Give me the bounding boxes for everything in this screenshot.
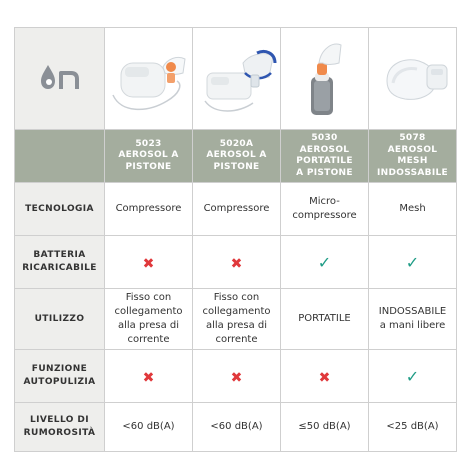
table-cell: Micro- compressore (281, 183, 369, 236)
table-cell: <25 dB(A) (369, 403, 457, 452)
product-header-row (15, 130, 457, 183)
product-image-5023 (105, 28, 193, 130)
product-name: AEROSOL A PISTONE (206, 150, 267, 172)
brand-logo-cell (15, 28, 105, 130)
product-code: 5020A (219, 138, 254, 149)
table-cell (193, 236, 281, 289)
product-code: 5023 (135, 138, 162, 149)
product-name: AEROSOL A PISTONE (118, 150, 179, 172)
table-cell: Compressore (193, 183, 281, 236)
product-image-5030 (281, 28, 369, 130)
table-row-technology (15, 183, 457, 236)
table-cell: Mesh (369, 183, 457, 236)
table-row-battery (15, 236, 457, 289)
piston-nebulizer-image (107, 37, 191, 117)
row-label: BATTERIA RICARICABILE (15, 236, 105, 289)
row-label: FUNZIONE AUTOPULIZIA (15, 350, 105, 403)
table-cell: Fisso con collegamento alla presa di corrente (105, 289, 193, 350)
table-cell: INDOSSABILE a mani libere (369, 289, 457, 350)
row-label: TECNOLOGIA (15, 183, 105, 236)
table-cell (105, 350, 193, 403)
table-cell: Compressore (105, 183, 193, 236)
table-cell (193, 350, 281, 403)
product-name: AEROSOL MESH INDOSSABILE (377, 144, 448, 178)
table-cell: ≤50 dB(A) (281, 403, 369, 452)
portable-nebulizer-image (283, 35, 367, 119)
product-image-5078 (369, 28, 457, 130)
table-cell (281, 236, 369, 289)
product-header-5078 (369, 130, 457, 183)
cross-icon: ✖ (318, 369, 331, 386)
product-code: 5078 (399, 133, 426, 143)
check-icon: ✓ (405, 252, 420, 272)
table-row-noise (15, 403, 457, 452)
brand-logo-icon (38, 63, 82, 91)
check-icon: ✓ (405, 366, 420, 386)
comparison-table (14, 27, 457, 452)
product-image-5020a (193, 28, 281, 130)
compact-piston-nebulizer-image (195, 37, 279, 117)
table-cell (369, 350, 457, 403)
table-cell: PORTATILE (281, 289, 369, 350)
wearable-mesh-nebulizer-image (371, 37, 455, 117)
product-image-row (15, 28, 457, 130)
table-cell (281, 350, 369, 403)
table-cell: Fisso con collegamento alla presa di corrente (193, 289, 281, 350)
table-cell: <60 dB(A) (105, 403, 193, 452)
table-cell: <60 dB(A) (193, 403, 281, 452)
table-row-usage (15, 289, 457, 350)
product-name: AEROSOL PORTATILE A PISTONE (296, 144, 353, 178)
cross-icon: ✖ (142, 255, 155, 272)
product-header-5030 (281, 130, 369, 183)
table-cell (369, 236, 457, 289)
product-header-5023 (105, 130, 193, 183)
cross-icon: ✖ (142, 369, 155, 386)
product-header-5020a (193, 130, 281, 183)
row-label: LIVELLO DI RUMOROSITÀ (15, 403, 105, 452)
table-cell (105, 236, 193, 289)
row-label: UTILIZZO (15, 289, 105, 350)
cross-icon: ✖ (230, 255, 243, 272)
product-code: 5030 (311, 133, 338, 143)
cross-icon: ✖ (230, 369, 243, 386)
check-icon: ✓ (317, 252, 332, 272)
header-empty-cell (15, 130, 105, 183)
table-row-self-cleaning (15, 350, 457, 403)
